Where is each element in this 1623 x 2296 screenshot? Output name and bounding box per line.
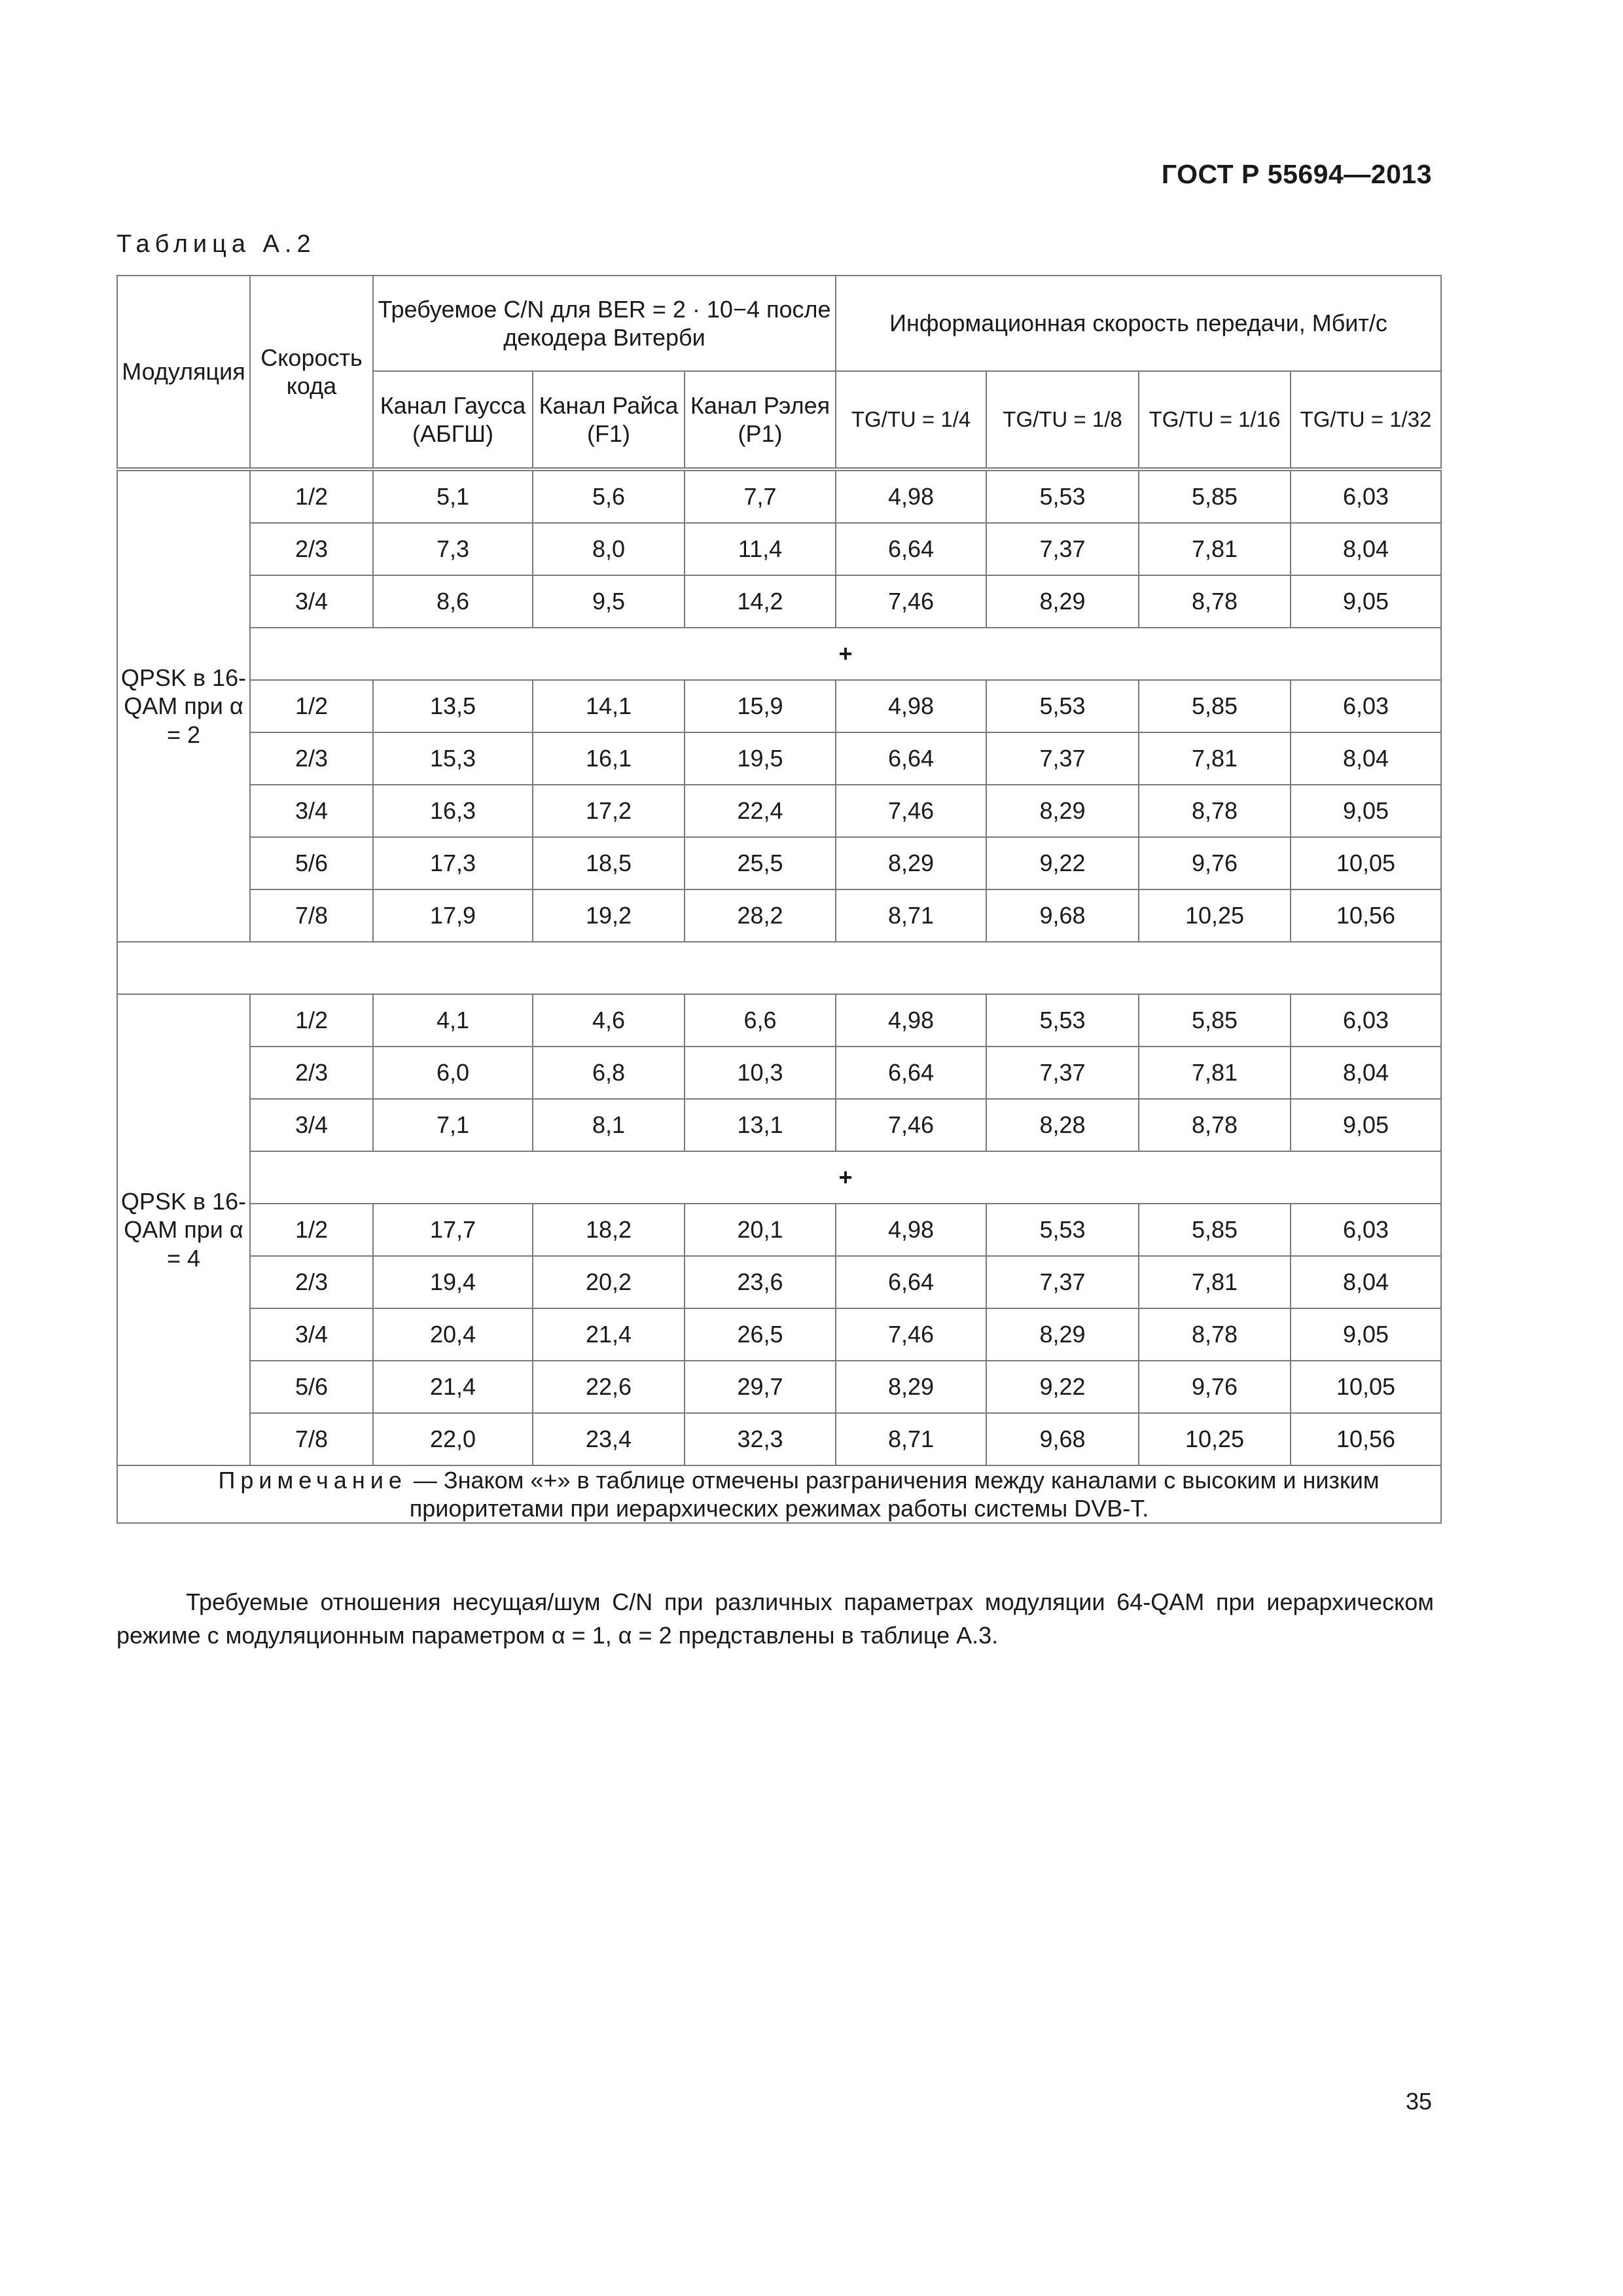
value-cell: 20,4 [373,1308,533,1361]
value-cell: 26,5 [685,1308,836,1361]
value-cell: 10,25 [1139,1413,1291,1465]
value-cell: 20,2 [533,1256,685,1308]
value-cell: 19,2 [533,889,685,942]
value-cell: 17,3 [373,837,533,889]
col-header-channel-rayleigh: Канал Рэлея (P1) [685,371,836,469]
value-cell: 8,04 [1291,1047,1441,1099]
value-cell: 17,2 [533,785,685,837]
value-cell: 9,68 [986,889,1139,942]
body-paragraph: Требуемые отношения несущая/шум C/N при различных параметрах модуляции 64-QAM при иерархическом режиме с модуляционным параметром α = 1, α = 2 представлены в таблице А.3. [116,1588,1434,1649]
priority-separator-symbol: + [250,1151,1441,1204]
note-label: Примечание [218,1467,407,1494]
note-row [117,1465,1441,1523]
value-cell: 9,5 [533,575,685,628]
value-cell: 5,53 [986,1204,1139,1256]
value-cell: 4,98 [836,1204,986,1256]
value-cell: 6,64 [836,1047,986,1099]
value-cell: 15,3 [373,732,533,785]
value-cell: 7,37 [986,1256,1139,1308]
value-cell: 8,78 [1139,1099,1291,1151]
value-cell: 7,81 [1139,523,1291,575]
value-cell: 9,76 [1139,837,1291,889]
value-cell: 13,1 [685,1099,836,1151]
value-cell: 17,7 [373,1204,533,1256]
value-cell: 22,4 [685,785,836,837]
col-header-code-rate: Скорость кода [250,276,373,469]
table-row [117,1413,1441,1465]
col-header-guard-1-32: TG/TU = 1/32 [1291,371,1441,469]
value-cell: 10,3 [685,1047,836,1099]
modulation-cell: QPSK в 16-QAM при α = 4 [117,994,250,1465]
value-cell: 7,46 [836,575,986,628]
table-row [117,889,1441,942]
code-rate-cell: 7/8 [250,1413,373,1465]
value-cell: 10,56 [1291,889,1441,942]
value-cell: 7,81 [1139,1047,1291,1099]
col-header-guard-1-8: TG/TU = 1/8 [986,371,1139,469]
value-cell: 9,22 [986,837,1139,889]
value-cell: 6,03 [1291,469,1441,523]
value-cell: 8,04 [1291,1256,1441,1308]
value-cell: 19,5 [685,732,836,785]
code-rate-cell: 3/4 [250,1308,373,1361]
value-cell: 7,46 [836,1308,986,1361]
value-cell: 14,2 [685,575,836,628]
value-cell: 23,4 [533,1413,685,1465]
value-cell: 23,6 [685,1256,836,1308]
table-row [117,1204,1441,1256]
value-cell: 5,85 [1139,469,1291,523]
col-header-rate-group: Информационная скорость передачи, Мбит/с [836,276,1441,371]
value-cell: 10,25 [1139,889,1291,942]
value-cell: 7,7 [685,469,836,523]
value-cell: 32,3 [685,1413,836,1465]
table-row [117,837,1441,889]
blank-cell [117,942,1441,994]
table-row [117,1047,1441,1099]
value-cell: 5,53 [986,680,1139,732]
priority-separator-row [117,1151,1441,1204]
blank-row [117,942,1441,994]
table-row [117,785,1441,837]
value-cell: 9,68 [986,1413,1139,1465]
value-cell: 8,29 [986,575,1139,628]
value-cell: 6,8 [533,1047,685,1099]
value-cell: 20,1 [685,1204,836,1256]
value-cell: 5,85 [1139,680,1291,732]
value-cell: 8,78 [1139,1308,1291,1361]
value-cell: 8,6 [373,575,533,628]
value-cell: 29,7 [685,1361,836,1413]
value-cell: 6,03 [1291,1204,1441,1256]
value-cell: 6,64 [836,523,986,575]
value-cell: 10,05 [1291,837,1441,889]
table-note [117,1465,1441,1523]
value-cell: 16,3 [373,785,533,837]
value-cell: 9,05 [1291,1308,1441,1361]
col-header-modulation: Модуляция [117,276,250,469]
code-rate-cell: 1/2 [250,469,373,523]
value-cell: 10,56 [1291,1413,1441,1465]
table-row [117,523,1441,575]
code-rate-cell: 7/8 [250,889,373,942]
value-cell: 11,4 [685,523,836,575]
value-cell: 18,2 [533,1204,685,1256]
col-header-guard-1-4: TG/TU = 1/4 [836,371,986,469]
priority-separator-row [117,628,1441,680]
value-cell: 5,85 [1139,994,1291,1047]
code-rate-cell: 2/3 [250,523,373,575]
value-cell: 21,4 [373,1361,533,1413]
value-cell: 9,05 [1291,785,1441,837]
table-row [117,732,1441,785]
value-cell: 6,0 [373,1047,533,1099]
value-cell: 7,46 [836,785,986,837]
code-rate-cell: 2/3 [250,732,373,785]
value-cell: 7,81 [1139,732,1291,785]
table-row [117,575,1441,628]
table-row [117,1361,1441,1413]
table-row [117,1308,1441,1361]
value-cell: 8,78 [1139,785,1291,837]
table-caption: Таблица А.2 [116,230,316,258]
value-cell: 7,37 [986,732,1139,785]
value-cell: 6,03 [1291,994,1441,1047]
value-cell: 6,64 [836,732,986,785]
value-cell: 28,2 [685,889,836,942]
value-cell: 14,1 [533,680,685,732]
modulation-cell: QPSK в 16-QAM при α = 2 [117,469,250,942]
value-cell: 8,1 [533,1099,685,1151]
value-cell: 8,71 [836,1413,986,1465]
value-cell: 9,76 [1139,1361,1291,1413]
value-cell: 4,98 [836,994,986,1047]
value-cell: 4,1 [373,994,533,1047]
value-cell: 7,3 [373,523,533,575]
code-rate-cell: 3/4 [250,785,373,837]
value-cell: 6,03 [1291,680,1441,732]
value-cell: 8,04 [1291,523,1441,575]
code-rate-cell: 2/3 [250,1047,373,1099]
table-row [117,1099,1441,1151]
value-cell: 18,5 [533,837,685,889]
value-cell: 8,29 [836,837,986,889]
value-cell: 19,4 [373,1256,533,1308]
value-cell: 13,5 [373,680,533,732]
value-cell: 8,29 [836,1361,986,1413]
code-rate-cell: 1/2 [250,994,373,1047]
code-rate-cell: 3/4 [250,1099,373,1151]
table-row [117,994,1441,1047]
value-cell: 15,9 [685,680,836,732]
col-header-channel-rice: Канал Райса (F1) [533,371,685,469]
col-header-channel-gauss: Канал Гаусса (АБГШ) [373,371,533,469]
note-text: — Знаком «+» в таблице отмечены разграничения между каналами с высоким и низким приоритетами при иерархических режимах работы системы DVB-T. [406,1467,1380,1522]
value-cell: 8,29 [986,785,1139,837]
value-cell: 10,05 [1291,1361,1441,1413]
standard-code: ГОСТ Р 55694—2013 [1161,159,1432,189]
code-rate-cell: 3/4 [250,575,373,628]
code-rate-cell: 5/6 [250,1361,373,1413]
value-cell: 4,6 [533,994,685,1047]
value-cell: 9,05 [1291,1099,1441,1151]
value-cell: 8,71 [836,889,986,942]
col-header-guard-1-16: TG/TU = 1/16 [1139,371,1291,469]
value-cell: 8,28 [986,1099,1139,1151]
priority-separator-symbol: + [250,628,1441,680]
data-table [116,275,1442,1524]
value-cell: 9,22 [986,1361,1139,1413]
table-row [117,1256,1441,1308]
value-cell: 4,98 [836,469,986,523]
value-cell: 5,85 [1139,1204,1291,1256]
value-cell: 5,53 [986,469,1139,523]
value-cell: 21,4 [533,1308,685,1361]
value-cell: 8,29 [986,1308,1139,1361]
table-row [117,680,1441,732]
value-cell: 6,64 [836,1256,986,1308]
value-cell: 9,05 [1291,575,1441,628]
value-cell: 25,5 [685,837,836,889]
value-cell: 6,6 [685,994,836,1047]
table-row [117,469,1441,523]
value-cell: 7,81 [1139,1256,1291,1308]
value-cell: 17,9 [373,889,533,942]
code-rate-cell: 5/6 [250,837,373,889]
col-header-cn-group: Требуемое C/N для BER = 2 · 10−4 после декодера Витерби [373,276,836,371]
code-rate-cell: 1/2 [250,680,373,732]
value-cell: 8,0 [533,523,685,575]
code-rate-cell: 2/3 [250,1256,373,1308]
value-cell: 8,78 [1139,575,1291,628]
code-rate-cell: 1/2 [250,1204,373,1256]
value-cell: 7,37 [986,523,1139,575]
value-cell: 8,04 [1291,732,1441,785]
value-cell: 7,37 [986,1047,1139,1099]
value-cell: 7,46 [836,1099,986,1151]
page-number: 35 [1405,2088,1432,2115]
value-cell: 22,6 [533,1361,685,1413]
value-cell: 7,1 [373,1099,533,1151]
value-cell: 5,1 [373,469,533,523]
value-cell: 22,0 [373,1413,533,1465]
value-cell: 4,98 [836,680,986,732]
value-cell: 5,6 [533,469,685,523]
value-cell: 16,1 [533,732,685,785]
value-cell: 5,53 [986,994,1139,1047]
